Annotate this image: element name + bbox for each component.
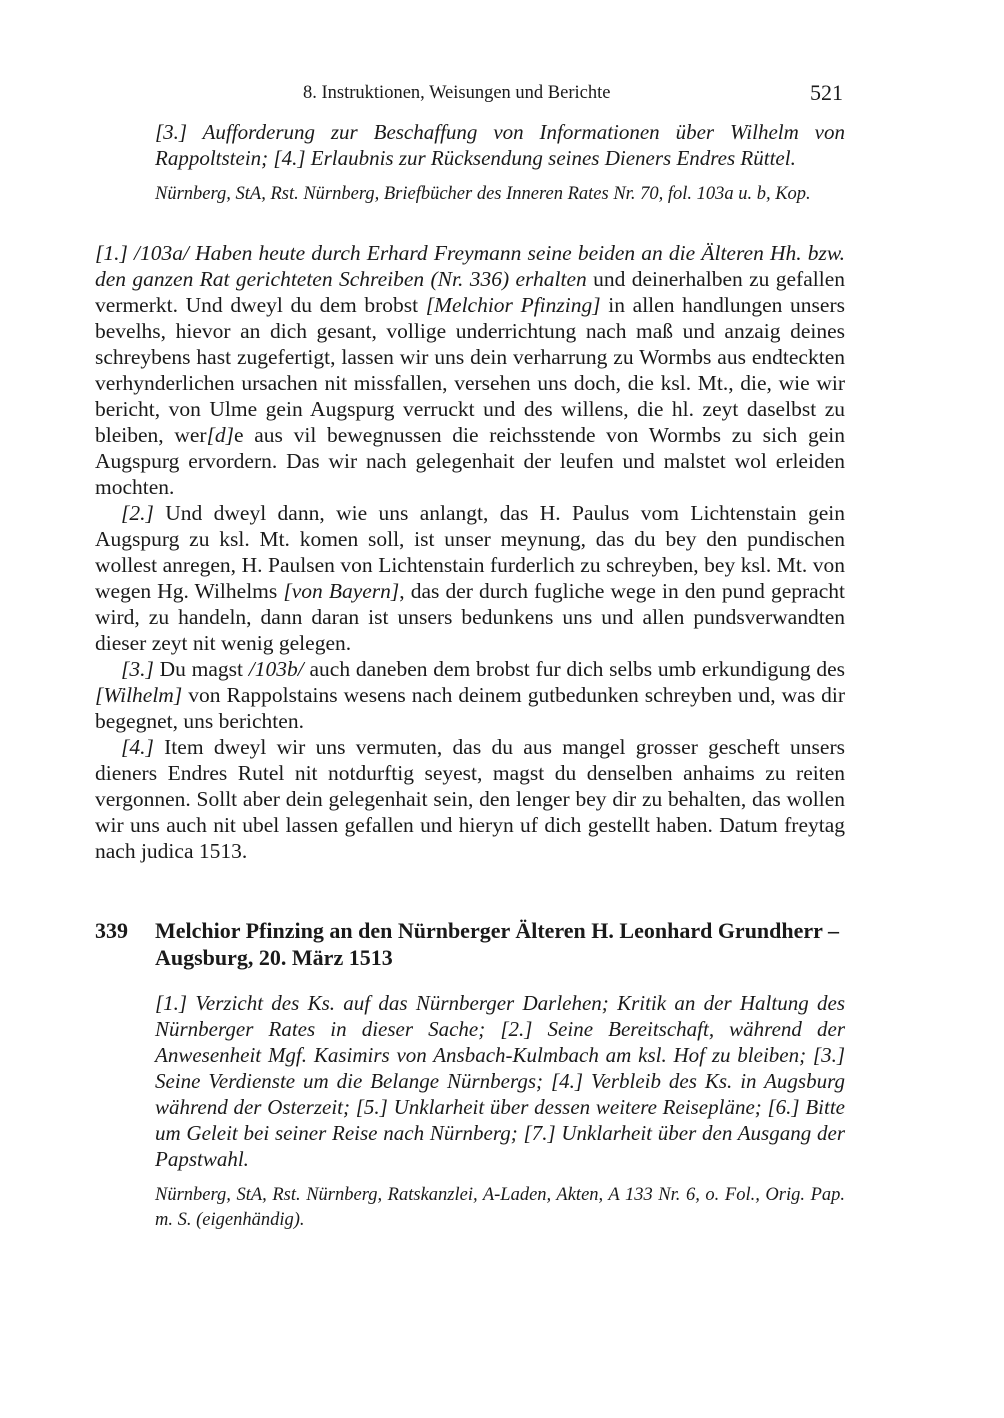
source-text: Nürnberg, StA, Rst. Nürnberg, Briefbücher des Inneren Rates Nr. 70, fol. 103a u. b, Kop. (155, 184, 811, 204)
entry-title: Melchior Pfinzing an den Nürnberger Älteren H. Leonhard Grundherr – Augsburg, 20. März 1513 (155, 918, 840, 970)
entry-heading-339 (95, 917, 845, 971)
regest-text: [1.] Verzicht des Ks. auf das Nürnberger Darlehen; Kritik an der Haltung des Nürnberger Rates in dieser Sache; [2.] Seine Bereitschaft, während der Anwesenheit Mgf. Kasimirs von Ansbach-Kulmbach am ksl. Hof zu bleiben; [3.] Seine Verdienste um die Belange Nürnbergs; [4.] Verbleib des Ks. in Augsburg während der Osterzeit; [5.] Unklarheit über dessen weitere Reisepläne; [6.] Bitte um Geleit bei seiner Reise nach Nürnberg; [7.] Unklarheit über den Ausgang der Papstwahl. (155, 991, 845, 1171)
paragraph-4: [4.] Item dweyl wir uns vermuten, das du aus mangel grosser gescheft unsers dieners Endres Rutel nit notdurftig seyest, magst du denselben anhaims zu reiten vergonnen. Sollt aber dein gelegenhait sein, den lenger bey dir zu behalten, das wollen wir uns auch nit ubel lassen gefallen und hieryn uf dich gestellt haben. Datum freytag nach judica 1513. (95, 735, 845, 863)
source-338 (95, 182, 845, 207)
regest-338 (95, 119, 845, 171)
regest-text: [3.] Aufforderung zur Beschaffung von Informationen über Wilhelm von Rappoltstein; [4.] Erlaubnis zur Rücksendung seines Dieners Endres Rüttel. (155, 120, 845, 170)
source-339 (95, 1183, 845, 1233)
paragraph-3: [3.] Du magst /103b/ auch daneben dem brobst fur dich selbs umb erkundigung des [Wilhelm] von Rappolstains wesens nach deinem gutbedunken schreyben und, was dir begegnet, uns berichten. (95, 657, 846, 733)
paragraph-1: [1.] /103a/ Haben heute durch Erhard Freymann seine beiden an die Älteren Hh. bzw. den ganzen Rat gerichteten Schreiben (Nr. 336) erhalten und deinerhalben zu gefallen vermerkt. Und dweyl du dem brobst [Melchior Pfinzing] in allen handlungen unsers bevelhs, hievor an dich gesant, vollige underrichtung nach maß und anzaig deines schreybens hast zugefertigt, lassen wir uns dein verharrung zu Wormbs aus endteckten verhynderlichen ursachen nit missfallen, versehen uns doch, die ksl. Mt., die, wie wir bericht, von Ulme gein Augspurg verruckt und des willens, die hl. zeyt daselbst zu bleiben, wer[d]e aus vil bewegnussen die reichsstende von Wormbs zu sich gein Augspurg ervordern. Das wir nach gelegenhait der leufen und malstet wol erleiden mochten. (95, 241, 845, 499)
regest-339 (95, 990, 845, 1172)
summary-italic: [1.] /103a/ Haben heute durch Erhard Freymann seine beiden an die Älteren Hh. bzw. den ganzen Rat gerichteten Schreiben (Nr. 336) erhalten (95, 241, 845, 291)
source-text: Nürnberg, StA, Rst. Nürnberg, Ratskanzlei, A-Laden, Akten, A 133 Nr. 6, o. Fol., Orig. Pap. m. S. (eigenhändig). (155, 1185, 845, 1230)
page-number: 521 (810, 80, 843, 105)
entry-number: 339 (95, 918, 128, 943)
running-header (95, 80, 845, 110)
letter-body (95, 240, 845, 864)
running-title: 8. Instruktionen, Weisungen und Berichte (303, 83, 611, 103)
paragraph-2: [2.] Und dweyl dann, wie uns anlangt, das H. Paulus vom Lichtenstain gein Augspurg zu ksl. Mt. komen soll, ist unser meynung, das du bey den pundischen wollest anregen, H. Paulsen von Lichtenstain furderlich zu schreyben, bey ksl. Mt. von wegen Hg. Wilhelms [von Bayern], das der durch fugliche wege in den pund gepracht wird, zu handeln, dann daran ist unsers bedunkens uns und allen pundsverwandten dieser zeyt nit wenig gelegen. (95, 501, 845, 655)
